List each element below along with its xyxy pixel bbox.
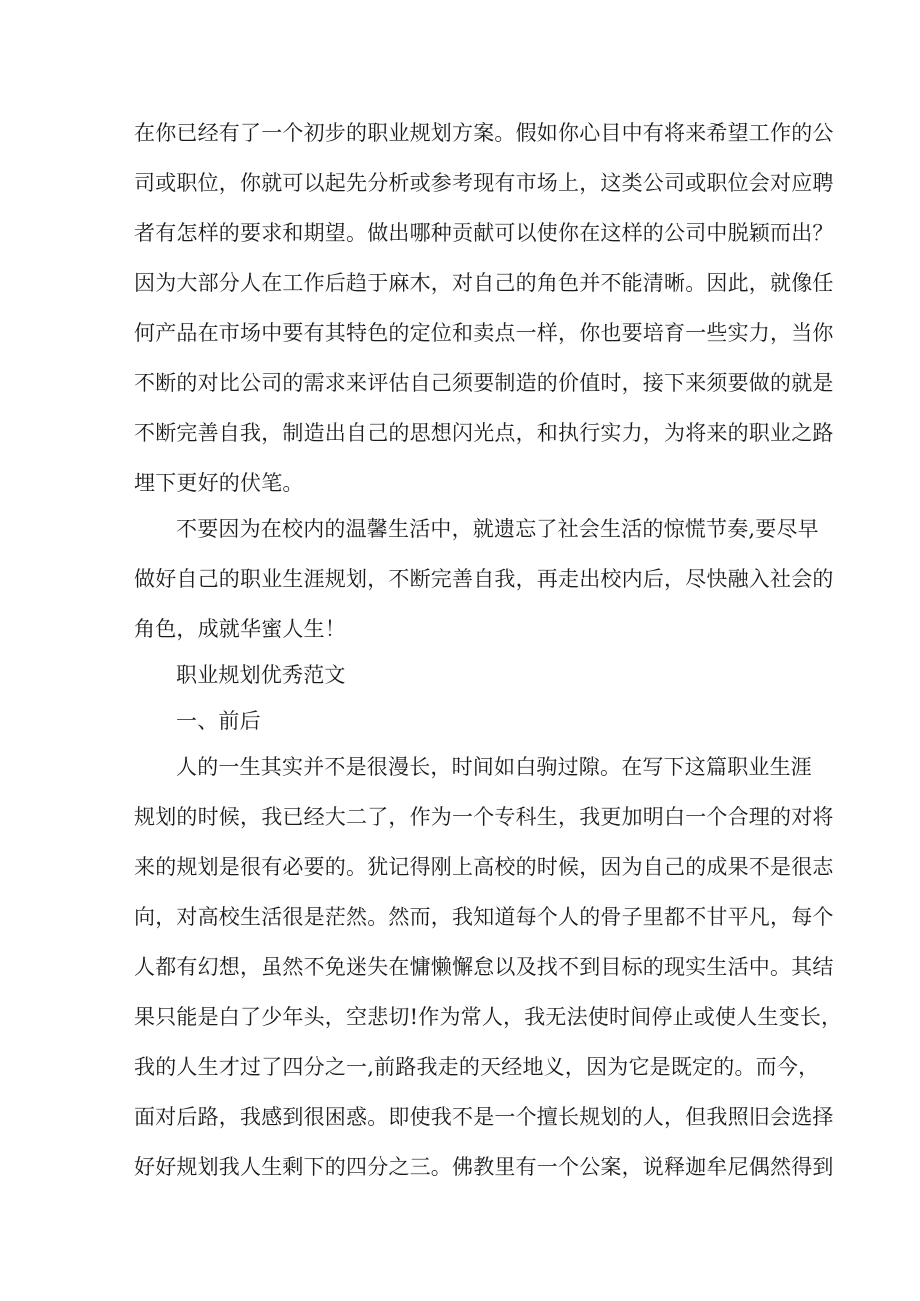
paragraph-line: 我的人生才过了四分之一,前路我走的天经地义，因为它是既定的。而今，: [134, 1055, 820, 1079]
paragraph-line: 来的规划是很有必要的。犹记得刚上高校的时候，因为自己的成果不是很志: [134, 855, 834, 879]
paragraph-line: 向，对高校生活很是茫然。然而，我知道每个人的骨子里都不甘平凡，每个: [134, 905, 834, 929]
paragraph-line: 角色，成就华蜜人生！: [134, 617, 346, 641]
paragraph-line: 者有怎样的要求和期望。做出哪种贡献可以使你在这样的公司中脱颖而出？: [134, 221, 834, 245]
subsection-heading: 一、前后: [176, 709, 261, 733]
section-heading: 职业规划优秀范文: [176, 663, 346, 687]
paragraph-line: 司或职位，你就可以起先分析或参考现有市场上，这类公司或职位会对应聘: [134, 171, 834, 195]
paragraph-line: 埋下更好的伏笔。: [134, 471, 304, 495]
paragraph-line: 何产品在市场中要有其特色的定位和卖点一样，你也要培育一些实力，当你: [134, 321, 834, 345]
paragraph-line: 人都有幻想，虽然不免迷失在慵懒懈怠以及找不到目标的现实生活中。其结: [134, 955, 834, 979]
paragraph-line: 不断的对比公司的需求来评估自己须要制造的价值时，接下来须要做的就是: [134, 371, 834, 395]
paragraph-line: 规划的时候，我已经大二了，作为一个专科生，我更加明白一个合理的对将: [134, 805, 834, 829]
paragraph-line: 不要因为在校内的温馨生活中，就遗忘了社会生活的惊慌节奏,要尽早: [176, 517, 819, 541]
paragraph-line: 在你已经有了一个初步的职业规划方案。假如你心目中有将来希望工作的公: [134, 121, 834, 145]
paragraph-line: 人的一生其实并不是很漫长，时间如白驹过隙。在写下这篇职业生涯: [176, 755, 812, 779]
paragraph-line: 好好规划我人生剩下的四分之三。佛教里有一个公案，说释迦牟尼偶然得到: [134, 1155, 834, 1179]
paragraph-line: 因为大部分人在工作后趋于麻木，对自己的角色并不能清晰。因此，就像任: [134, 271, 834, 295]
paragraph-line: 做好自己的职业生涯规划，不断完善自我，再走出校内后，尽快融入社会的: [134, 567, 834, 591]
paragraph-line: 不断完善自我，制造出自己的思想闪光点，和执行实力，为将来的职业之路: [134, 421, 834, 445]
paragraph-line: 果只能是白了少年头，空悲切!作为常人，我无法使时间停止或使人生变长，: [134, 1005, 843, 1029]
paragraph-line: 面对后路，我感到很困惑。即使我不是一个擅长规划的人，但我照旧会选择: [134, 1105, 834, 1129]
